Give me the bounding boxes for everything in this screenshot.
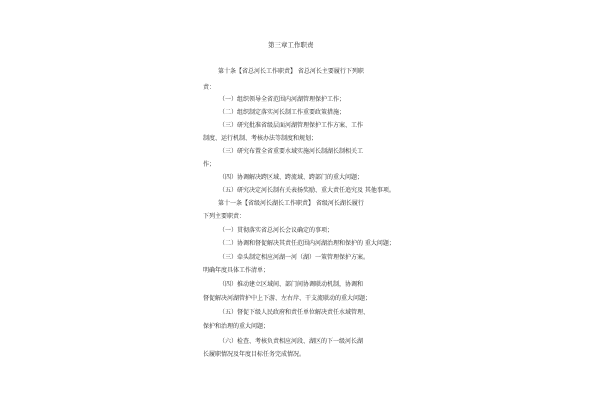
list-item: （五）督促下级人民政府和责任单位解决责任水域管理、: [219, 309, 370, 316]
list-item: （一）贯彻落实省总河长会议确定的事项；: [219, 227, 334, 234]
text-line: 督促解决河湖管护中上下游、左右岸、干支流联动的重大问题；: [203, 295, 372, 302]
list-item: （三）研究批准省级层面河湖管理保护工作方案、工作: [219, 122, 364, 129]
list-item: （二）协调和督促解决其责任范围内河湖治理和保护的 重大问题；: [219, 240, 395, 247]
list-item: （四）推动建立区域间、部门间协调联动机制，协调和: [219, 281, 364, 288]
list-item: （三）牵头制定相应河湖一河（湖）一策管理保护方案。: [219, 254, 370, 261]
article-11-heading: 第十一条【省级河长湖长工作职责】 省级河长湖长履行: [218, 200, 364, 207]
text-line: 明确年度具体工作清单；: [203, 267, 270, 274]
list-item: （六）检查、考核负责相应河段、湖区的下一级河长湖: [219, 338, 364, 345]
text-line: 责：: [203, 84, 216, 91]
text-line: 制度、运行机制、考核办法等制度和规划；: [203, 135, 318, 142]
chapter-title: 第三章工作职责: [268, 41, 314, 49]
article-10-heading: 第十条【省总河长工作职责】 省总河长主要履行下列职: [218, 68, 364, 75]
list-item: （二）组织制定落实河长制工作重要政策措施；: [219, 109, 346, 116]
list-item: （四）协调解决跨区域、跨流域、跨部门的重大问题；: [219, 174, 364, 181]
list-item: （三）研究布置全省重要水域实施河长制湖长制相关工: [219, 148, 364, 155]
text-line: 下列主要职责：: [203, 213, 246, 220]
list-item: （一）组织领导全省范围内河湖管理保护工作；: [219, 96, 346, 103]
list-item: （五）研究决定河长制有关表扬奖励、重大责任追究及 其他事项。: [219, 187, 395, 194]
text-line: 长履职情况及年度目标任务完成情况。: [203, 351, 306, 358]
text-line: 保护和治理的重大问题；: [203, 323, 270, 330]
text-line: 作；: [203, 161, 216, 168]
